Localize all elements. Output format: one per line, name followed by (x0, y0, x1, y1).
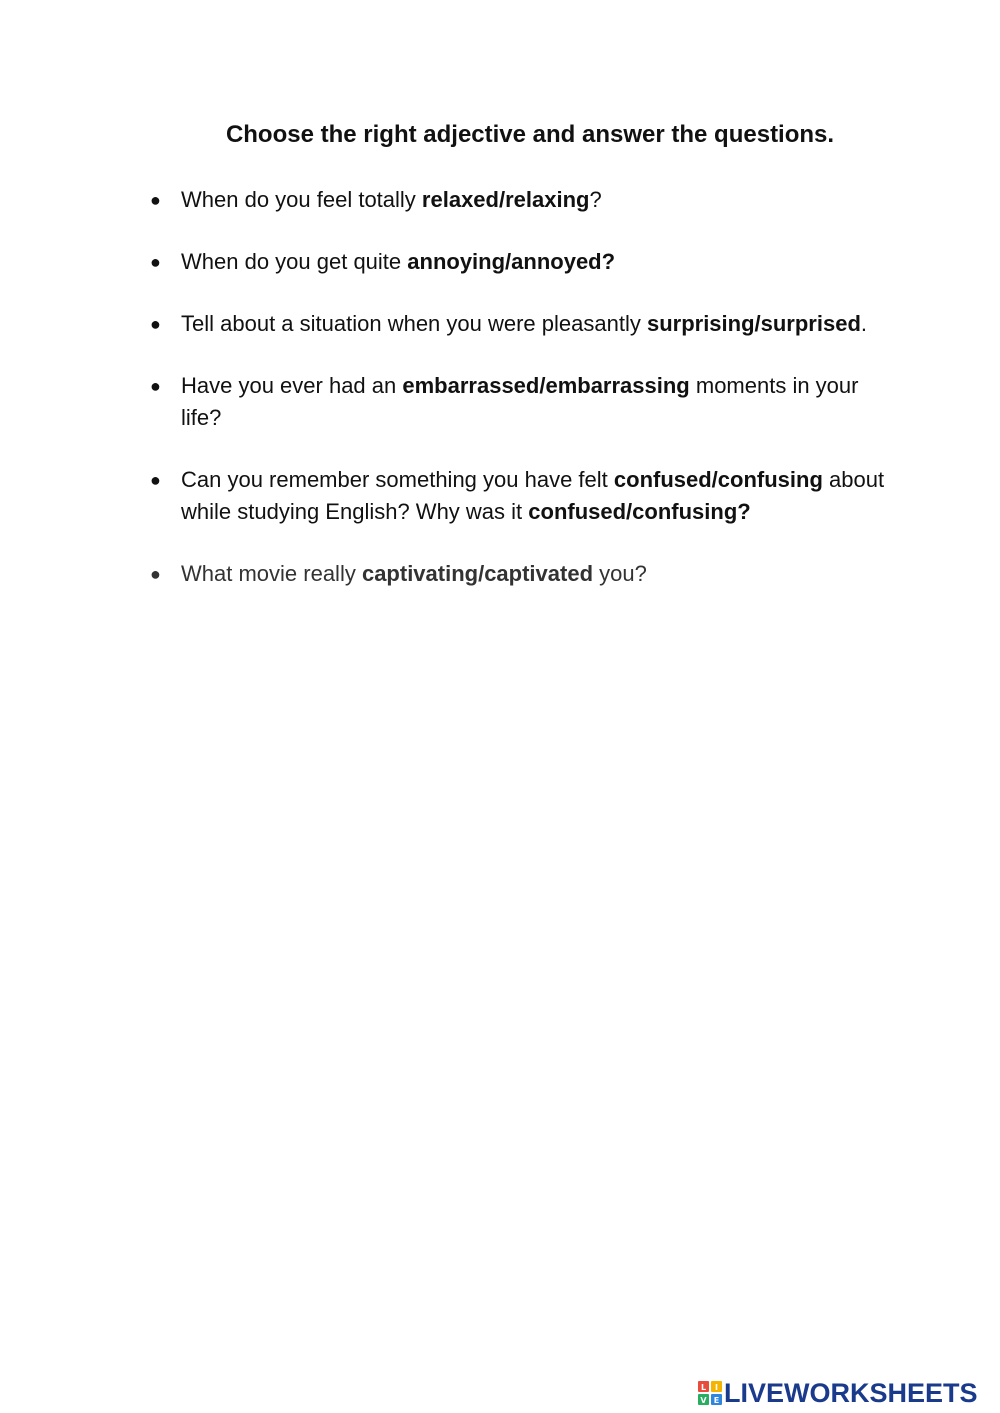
question-list (150, 184, 890, 620)
adjective-choice: annoying/annoyed? (407, 249, 616, 274)
question-text: Tell about a situation when you were pleasantly (181, 311, 647, 336)
liveworksheets-logo-text: LIVEWORKSHEETS (724, 1378, 978, 1408)
bullet-icon: ● (150, 470, 161, 490)
bullet-icon: ● (150, 252, 161, 272)
question-item (150, 246, 890, 278)
question-item (150, 184, 890, 216)
bullet-icon: ● (150, 376, 161, 396)
question-text: When do you get quite (181, 249, 408, 274)
bullet-icon: ● (150, 564, 161, 584)
liveworksheets-logo (698, 1378, 978, 1408)
question-text: ? (589, 187, 602, 212)
worksheet-title: Choose the right adjective and answer the questions. (225, 121, 835, 148)
question-item (150, 370, 890, 434)
question-item (150, 464, 890, 528)
question-text: moments in your life? (181, 373, 859, 430)
bullet-icon: ● (150, 314, 161, 334)
svg-text:L: L (700, 1383, 707, 1392)
question-text: When do you feel totally (181, 187, 422, 212)
question-text: . (860, 311, 868, 336)
bullet-icon: ● (150, 190, 161, 210)
question-item (150, 308, 890, 340)
svg-text:I: I (715, 1383, 718, 1392)
adjective-choice: surprising/surprised (646, 311, 861, 336)
question-text: you? (593, 561, 647, 586)
question-text: Have you ever had an (181, 373, 403, 398)
adjective-choice: confused/confusing? (528, 499, 751, 524)
adjective-choice: relaxed/relaxing (421, 187, 590, 212)
question-item (150, 558, 890, 590)
svg-text:E: E (713, 1396, 720, 1405)
question-text: What movie really (181, 561, 362, 586)
question-text: Can you remember something you have felt (181, 467, 614, 492)
question-text: about while studying English? Why was it (181, 467, 885, 524)
adjective-choice: confused/confusing (613, 467, 823, 492)
adjective-choice: embarrassed/embarrassing (402, 373, 690, 398)
svg-text:V: V (700, 1396, 707, 1405)
adjective-choice: captivating/captivated (361, 561, 594, 586)
liveworksheets-logo-icon (698, 1381, 722, 1405)
